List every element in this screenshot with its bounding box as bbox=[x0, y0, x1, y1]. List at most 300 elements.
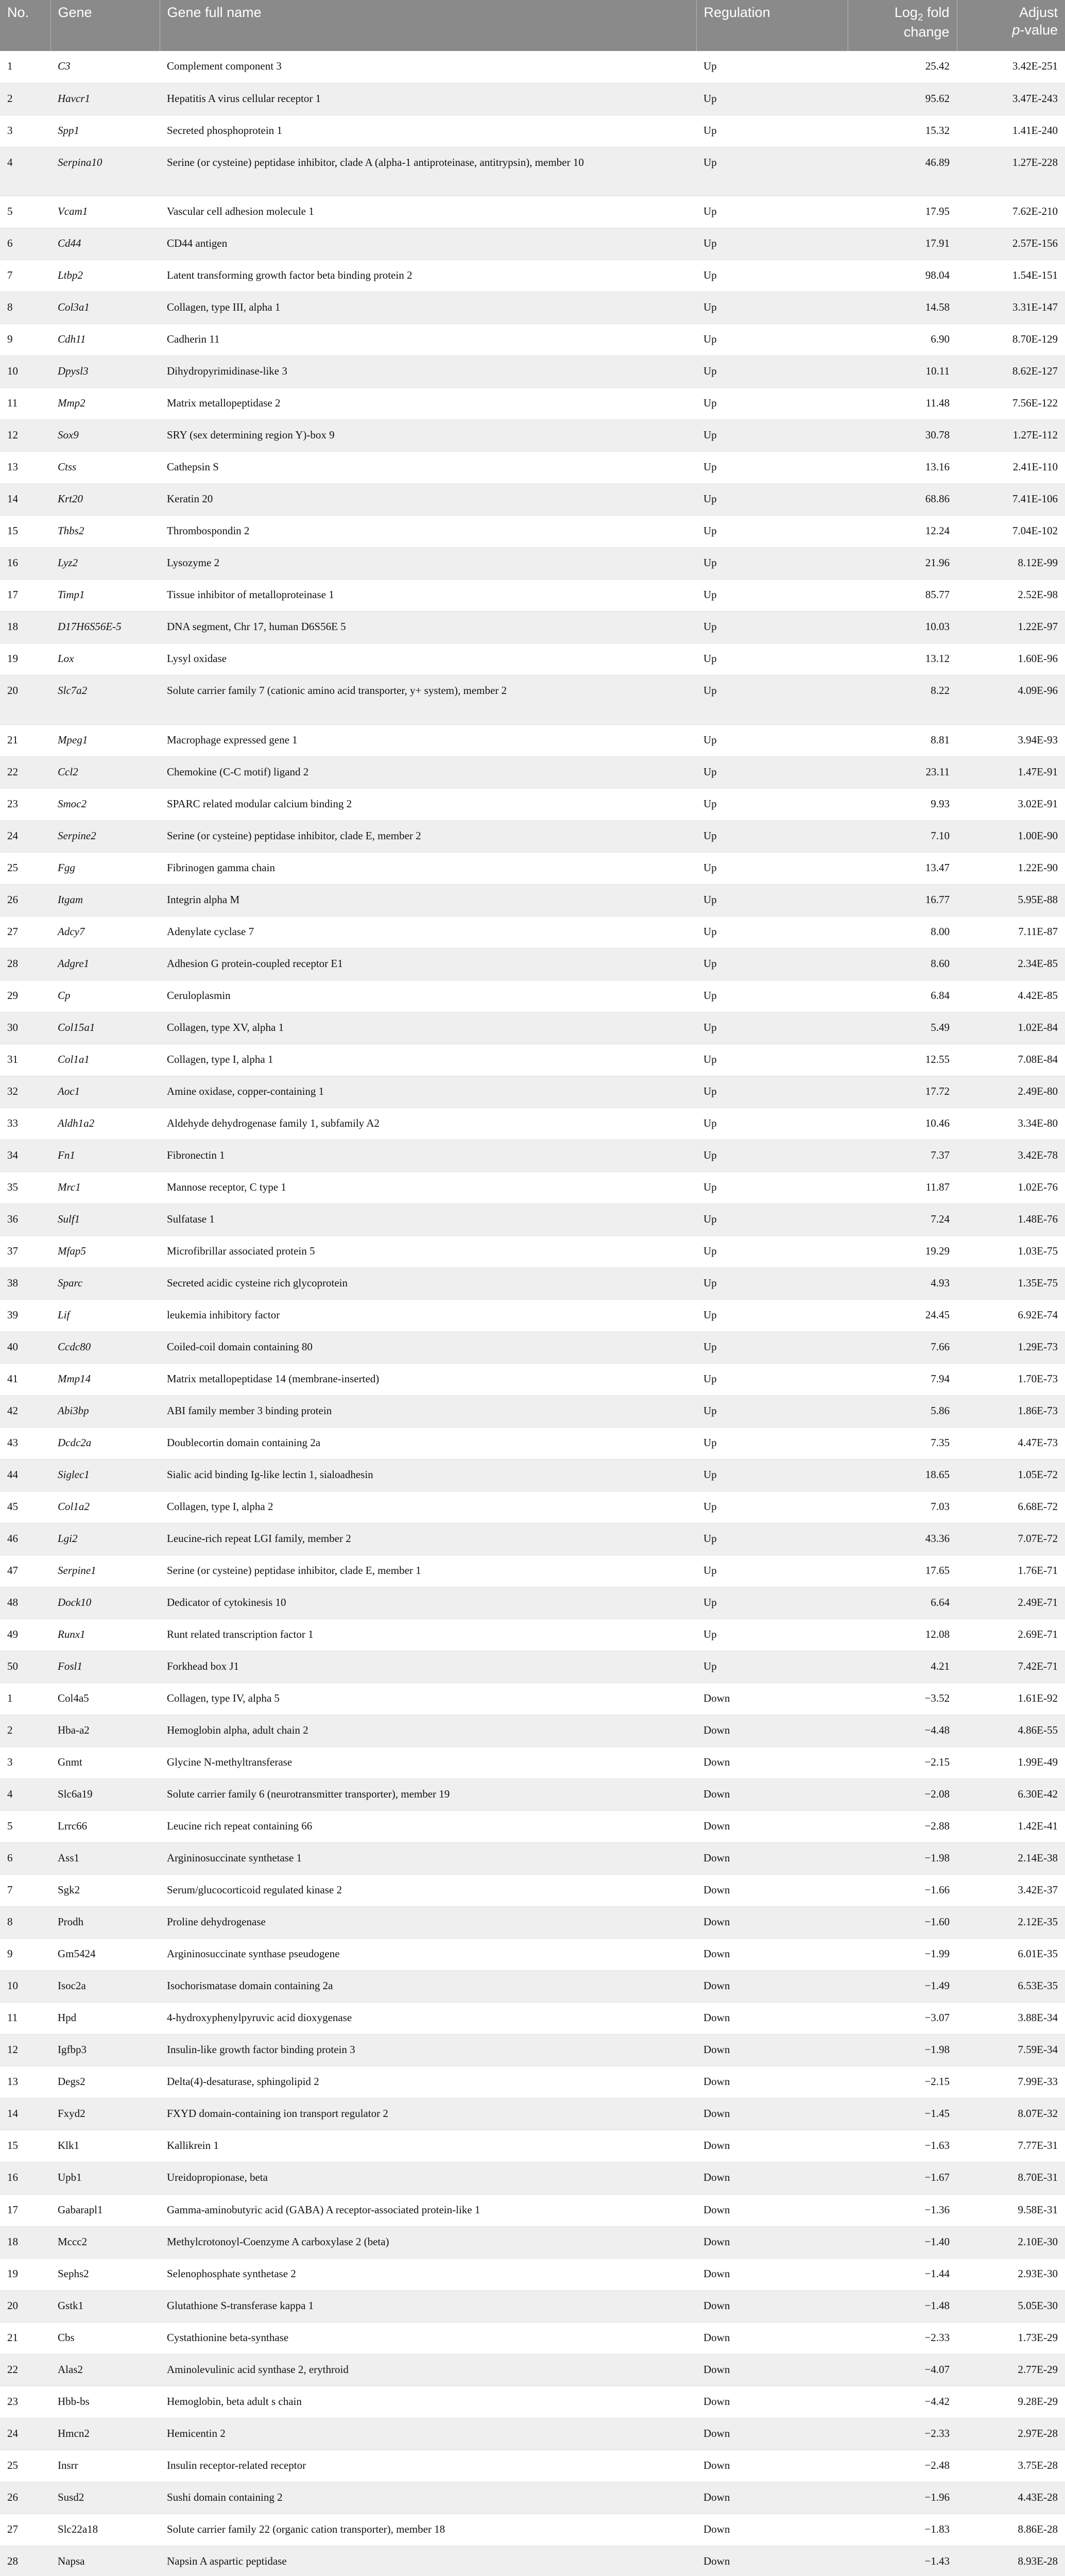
cell-log-fold-change: 95.62 bbox=[848, 83, 957, 115]
cell-gene: Hbb-bs bbox=[50, 2386, 160, 2418]
cell-regulation: Up bbox=[696, 516, 848, 548]
table-row bbox=[0, 2450, 1065, 2482]
cell-full-name: Kallikrein 1 bbox=[160, 2130, 696, 2162]
cell-full-name: Complement component 3 bbox=[160, 51, 696, 83]
cell-log-fold-change: −1.98 bbox=[848, 2035, 957, 2066]
cell-adjust-p-value: 8.70E-31 bbox=[957, 2162, 1065, 2194]
table-row bbox=[0, 1843, 1065, 1875]
cell-log-fold-change: 23.11 bbox=[848, 756, 957, 788]
cell-no: 11 bbox=[0, 388, 50, 420]
cell-full-name: Doublecortin domain containing 2a bbox=[160, 1428, 696, 1460]
cell-full-name: Hepatitis A virus cellular receptor 1 bbox=[160, 83, 696, 115]
table-row bbox=[0, 1939, 1065, 1971]
cell-gene: D17H6S56E-5 bbox=[50, 612, 160, 643]
cell-full-name: Lysozyme 2 bbox=[160, 548, 696, 580]
cell-adjust-p-value: 1.05E-72 bbox=[957, 1460, 1065, 1492]
cell-full-name: Macrophage expressed gene 1 bbox=[160, 724, 696, 756]
cell-gene: Ccl2 bbox=[50, 756, 160, 788]
cell-full-name: Leucine rich repeat containing 66 bbox=[160, 1811, 696, 1843]
cell-adjust-p-value: 1.03E-75 bbox=[957, 1236, 1065, 1268]
cell-log-fold-change: 17.65 bbox=[848, 1555, 957, 1587]
cell-log-fold-change: −4.48 bbox=[848, 1715, 957, 1747]
table-row bbox=[0, 2290, 1065, 2322]
header-log-fc-pre: Log bbox=[894, 5, 918, 20]
cell-gene: Lrrc66 bbox=[50, 1811, 160, 1843]
cell-adjust-p-value: 6.53E-35 bbox=[957, 1971, 1065, 2003]
cell-gene: Adgre1 bbox=[50, 948, 160, 980]
table-row bbox=[0, 2003, 1065, 2035]
cell-gene: Mmp14 bbox=[50, 1364, 160, 1396]
cell-full-name: Sushi domain containing 2 bbox=[160, 2482, 696, 2514]
cell-log-fold-change: −1.99 bbox=[848, 1939, 957, 1971]
header-adj-p-italic: p bbox=[1012, 22, 1020, 38]
cell-log-fold-change: 17.72 bbox=[848, 1076, 957, 1108]
cell-adjust-p-value: 2.49E-80 bbox=[957, 1076, 1065, 1108]
header-no: No. bbox=[0, 0, 50, 51]
cell-gene: Slc6a19 bbox=[50, 1779, 160, 1811]
table-row bbox=[0, 548, 1065, 580]
cell-log-fold-change: −2.33 bbox=[848, 2418, 957, 2450]
table-row bbox=[0, 2482, 1065, 2514]
cell-log-fold-change: 7.37 bbox=[848, 1140, 957, 1172]
cell-regulation: Up bbox=[696, 948, 848, 980]
cell-adjust-p-value: 1.47E-91 bbox=[957, 756, 1065, 788]
cell-gene: Col3a1 bbox=[50, 292, 160, 324]
cell-gene: Siglec1 bbox=[50, 1460, 160, 1492]
cell-no: 13 bbox=[0, 452, 50, 484]
cell-gene: Sparc bbox=[50, 1268, 160, 1300]
cell-full-name: Sulfatase 1 bbox=[160, 1204, 696, 1236]
cell-adjust-p-value: 7.59E-34 bbox=[957, 2035, 1065, 2066]
cell-adjust-p-value: 5.95E-88 bbox=[957, 884, 1065, 916]
cell-no: 26 bbox=[0, 2482, 50, 2514]
cell-regulation: Down bbox=[696, 1683, 848, 1715]
cell-gene: Cbs bbox=[50, 2322, 160, 2354]
cell-log-fold-change: 8.22 bbox=[848, 675, 957, 725]
cell-adjust-p-value: 3.47E-243 bbox=[957, 83, 1065, 115]
cell-gene: Fgg bbox=[50, 852, 160, 884]
table-row bbox=[0, 260, 1065, 292]
cell-full-name: Keratin 20 bbox=[160, 484, 696, 516]
table-row bbox=[0, 1428, 1065, 1460]
table-row bbox=[0, 1907, 1065, 1939]
cell-regulation: Down bbox=[696, 2482, 848, 2514]
table-row bbox=[0, 2514, 1065, 2546]
cell-full-name: CD44 antigen bbox=[160, 228, 696, 260]
cell-regulation: Down bbox=[696, 2514, 848, 2546]
cell-gene: Dcdc2a bbox=[50, 1428, 160, 1460]
cell-regulation: Up bbox=[696, 1523, 848, 1555]
cell-log-fold-change: 4.93 bbox=[848, 1268, 957, 1300]
cell-log-fold-change: 13.47 bbox=[848, 852, 957, 884]
cell-regulation: Up bbox=[696, 1428, 848, 1460]
cell-adjust-p-value: 1.22E-97 bbox=[957, 612, 1065, 643]
cell-regulation: Up bbox=[696, 820, 848, 852]
cell-gene: Col1a1 bbox=[50, 1044, 160, 1076]
cell-regulation: Up bbox=[696, 1619, 848, 1651]
cell-no: 19 bbox=[0, 643, 50, 675]
table-row bbox=[0, 1172, 1065, 1204]
cell-no: 4 bbox=[0, 1779, 50, 1811]
table-row bbox=[0, 980, 1065, 1012]
cell-gene: Aldh1a2 bbox=[50, 1108, 160, 1140]
cell-regulation: Up bbox=[696, 228, 848, 260]
cell-log-fold-change: 7.66 bbox=[848, 1332, 957, 1364]
cell-log-fold-change: −1.40 bbox=[848, 2226, 957, 2258]
cell-adjust-p-value: 2.52E-98 bbox=[957, 580, 1065, 612]
cell-regulation: Up bbox=[696, 884, 848, 916]
header-adjust-p-value bbox=[957, 0, 1065, 51]
cell-adjust-p-value: 8.86E-28 bbox=[957, 2514, 1065, 2546]
cell-adjust-p-value: 4.86E-55 bbox=[957, 1715, 1065, 1747]
cell-no: 39 bbox=[0, 1300, 50, 1332]
cell-adjust-p-value: 8.12E-99 bbox=[957, 548, 1065, 580]
cell-full-name: Collagen, type I, alpha 1 bbox=[160, 1044, 696, 1076]
cell-log-fold-change: −2.48 bbox=[848, 2450, 957, 2482]
cell-log-fold-change: −1.36 bbox=[848, 2194, 957, 2226]
cell-adjust-p-value: 3.88E-34 bbox=[957, 2003, 1065, 2035]
table-row bbox=[0, 147, 1065, 196]
cell-full-name: Solute carrier family 22 (organic cation transporter), member 18 bbox=[160, 2514, 696, 2546]
cell-gene: Lox bbox=[50, 643, 160, 675]
cell-log-fold-change: 21.96 bbox=[848, 548, 957, 580]
cell-no: 15 bbox=[0, 2130, 50, 2162]
cell-no: 50 bbox=[0, 1651, 50, 1683]
table-row bbox=[0, 1715, 1065, 1747]
cell-adjust-p-value: 4.42E-85 bbox=[957, 980, 1065, 1012]
cell-no: 38 bbox=[0, 1268, 50, 1300]
cell-regulation: Down bbox=[696, 2162, 848, 2194]
cell-adjust-p-value: 3.75E-28 bbox=[957, 2450, 1065, 2482]
cell-log-fold-change: −1.44 bbox=[848, 2258, 957, 2290]
cell-gene: Serpina10 bbox=[50, 147, 160, 196]
cell-regulation: Up bbox=[696, 1332, 848, 1364]
cell-log-fold-change: −1.45 bbox=[848, 2098, 957, 2130]
cell-log-fold-change: 6.84 bbox=[848, 980, 957, 1012]
cell-adjust-p-value: 1.73E-29 bbox=[957, 2322, 1065, 2354]
cell-adjust-p-value: 3.34E-80 bbox=[957, 1108, 1065, 1140]
cell-full-name: Collagen, type IV, alpha 5 bbox=[160, 1683, 696, 1715]
table-row bbox=[0, 675, 1065, 725]
cell-full-name: Ceruloplasmin bbox=[160, 980, 696, 1012]
cell-log-fold-change: 18.65 bbox=[848, 1460, 957, 1492]
table-row bbox=[0, 196, 1065, 228]
table-header bbox=[0, 0, 1065, 51]
cell-adjust-p-value: 1.60E-96 bbox=[957, 643, 1065, 675]
table-row bbox=[0, 420, 1065, 452]
cell-gene: Gabarapl1 bbox=[50, 2194, 160, 2226]
table-row bbox=[0, 356, 1065, 388]
cell-gene: Insrr bbox=[50, 2450, 160, 2482]
cell-no: 28 bbox=[0, 2546, 50, 2576]
cell-regulation: Up bbox=[696, 756, 848, 788]
cell-full-name: Glutathione S-transferase kappa 1 bbox=[160, 2290, 696, 2322]
cell-gene: Ctss bbox=[50, 452, 160, 484]
cell-adjust-p-value: 2.97E-28 bbox=[957, 2418, 1065, 2450]
cell-regulation: Down bbox=[696, 2354, 848, 2386]
cell-gene: Col15a1 bbox=[50, 1012, 160, 1044]
table-row bbox=[0, 2546, 1065, 2576]
table-row bbox=[0, 1140, 1065, 1172]
cell-log-fold-change: −2.08 bbox=[848, 1779, 957, 1811]
cell-regulation: Up bbox=[696, 1492, 848, 1523]
cell-gene: Hmcn2 bbox=[50, 2418, 160, 2450]
cell-adjust-p-value: 3.42E-251 bbox=[957, 51, 1065, 83]
cell-gene: Lif bbox=[50, 1300, 160, 1332]
cell-adjust-p-value: 1.70E-73 bbox=[957, 1364, 1065, 1396]
table-row bbox=[0, 324, 1065, 356]
cell-full-name: Secreted acidic cysteine rich glycoprotein bbox=[160, 1268, 696, 1300]
cell-adjust-p-value: 4.47E-73 bbox=[957, 1428, 1065, 1460]
cell-log-fold-change: 6.64 bbox=[848, 1587, 957, 1619]
table-row bbox=[0, 1651, 1065, 1683]
table-row bbox=[0, 1811, 1065, 1843]
cell-no: 31 bbox=[0, 1044, 50, 1076]
cell-no: 1 bbox=[0, 1683, 50, 1715]
cell-no: 11 bbox=[0, 2003, 50, 2035]
cell-gene: Igfbp3 bbox=[50, 2035, 160, 2066]
cell-no: 7 bbox=[0, 1875, 50, 1907]
cell-adjust-p-value: 2.69E-71 bbox=[957, 1619, 1065, 1651]
cell-full-name: Secreted phosphoprotein 1 bbox=[160, 115, 696, 147]
cell-adjust-p-value: 2.41E-110 bbox=[957, 452, 1065, 484]
cell-no: 8 bbox=[0, 1907, 50, 1939]
cell-gene: Sgk2 bbox=[50, 1875, 160, 1907]
table-row bbox=[0, 643, 1065, 675]
cell-adjust-p-value: 8.07E-32 bbox=[957, 2098, 1065, 2130]
cell-log-fold-change: −1.49 bbox=[848, 1971, 957, 2003]
header-adj-p-post: -value bbox=[1020, 22, 1058, 38]
table-row bbox=[0, 884, 1065, 916]
table-row bbox=[0, 484, 1065, 516]
cell-full-name: Argininosuccinate synthase pseudogene bbox=[160, 1939, 696, 1971]
cell-regulation: Up bbox=[696, 115, 848, 147]
table-row bbox=[0, 1044, 1065, 1076]
table-row bbox=[0, 1747, 1065, 1779]
cell-no: 49 bbox=[0, 1619, 50, 1651]
cell-gene: C3 bbox=[50, 51, 160, 83]
cell-gene: Isoc2a bbox=[50, 1971, 160, 2003]
cell-no: 3 bbox=[0, 115, 50, 147]
cell-log-fold-change: 6.90 bbox=[848, 324, 957, 356]
cell-regulation: Up bbox=[696, 388, 848, 420]
cell-gene: Vcam1 bbox=[50, 196, 160, 228]
cell-adjust-p-value: 8.62E-127 bbox=[957, 356, 1065, 388]
cell-full-name: Hemicentin 2 bbox=[160, 2418, 696, 2450]
table-row bbox=[0, 2258, 1065, 2290]
cell-regulation: Up bbox=[696, 1364, 848, 1396]
cell-full-name: Argininosuccinate synthetase 1 bbox=[160, 1843, 696, 1875]
header-gene: Gene bbox=[50, 0, 160, 51]
cell-log-fold-change: −1.66 bbox=[848, 1875, 957, 1907]
cell-regulation: Up bbox=[696, 852, 848, 884]
cell-log-fold-change: −2.88 bbox=[848, 1811, 957, 1843]
cell-adjust-p-value: 3.42E-37 bbox=[957, 1875, 1065, 1907]
cell-regulation: Up bbox=[696, 1012, 848, 1044]
cell-gene: Dock10 bbox=[50, 1587, 160, 1619]
cell-regulation: Up bbox=[696, 260, 848, 292]
cell-full-name: Serine (or cysteine) peptidase inhibitor, clade A (alpha-1 antiproteinase, antitrypsin), member 10 bbox=[160, 147, 696, 196]
cell-no: 45 bbox=[0, 1492, 50, 1523]
cell-no: 21 bbox=[0, 2322, 50, 2354]
table-row bbox=[0, 2162, 1065, 2194]
table-row bbox=[0, 83, 1065, 115]
cell-gene: Col4a5 bbox=[50, 1683, 160, 1715]
cell-gene: Gnmt bbox=[50, 1747, 160, 1779]
cell-no: 12 bbox=[0, 2035, 50, 2066]
cell-log-fold-change: 15.32 bbox=[848, 115, 957, 147]
cell-log-fold-change: −1.43 bbox=[848, 2546, 957, 2576]
cell-no: 6 bbox=[0, 228, 50, 260]
table-row bbox=[0, 1108, 1065, 1140]
header-log-fc-post: fold change bbox=[903, 5, 950, 40]
cell-gene: Dpysl3 bbox=[50, 356, 160, 388]
cell-gene: Fn1 bbox=[50, 1140, 160, 1172]
cell-no: 30 bbox=[0, 1012, 50, 1044]
cell-adjust-p-value: 6.01E-35 bbox=[957, 1939, 1065, 1971]
cell-adjust-p-value: 2.14E-38 bbox=[957, 1843, 1065, 1875]
cell-full-name: Hemoglobin alpha, adult chain 2 bbox=[160, 1715, 696, 1747]
cell-full-name: Serine (or cysteine) peptidase inhibitor, clade E, member 1 bbox=[160, 1555, 696, 1587]
cell-no: 13 bbox=[0, 2066, 50, 2098]
cell-no: 21 bbox=[0, 724, 50, 756]
cell-regulation: Up bbox=[696, 196, 848, 228]
cell-full-name: Tissue inhibitor of metalloproteinase 1 bbox=[160, 580, 696, 612]
cell-gene: Col1a2 bbox=[50, 1492, 160, 1523]
cell-gene: Gm5424 bbox=[50, 1939, 160, 1971]
cell-log-fold-change: 12.24 bbox=[848, 516, 957, 548]
cell-full-name: Runt related transcription factor 1 bbox=[160, 1619, 696, 1651]
cell-regulation: Up bbox=[696, 1044, 848, 1076]
cell-adjust-p-value: 9.28E-29 bbox=[957, 2386, 1065, 2418]
cell-gene: Sulf1 bbox=[50, 1204, 160, 1236]
cell-adjust-p-value: 2.77E-29 bbox=[957, 2354, 1065, 2386]
cell-adjust-p-value: 6.92E-74 bbox=[957, 1300, 1065, 1332]
table-row bbox=[0, 1364, 1065, 1396]
cell-regulation: Up bbox=[696, 1555, 848, 1587]
cell-adjust-p-value: 7.11E-87 bbox=[957, 916, 1065, 948]
cell-full-name: Aldehyde dehydrogenase family 1, subfamily A2 bbox=[160, 1108, 696, 1140]
cell-no: 36 bbox=[0, 1204, 50, 1236]
cell-gene: Sephs2 bbox=[50, 2258, 160, 2290]
cell-gene: Spp1 bbox=[50, 115, 160, 147]
cell-no: 2 bbox=[0, 83, 50, 115]
cell-regulation: Down bbox=[696, 2130, 848, 2162]
table-row bbox=[0, 1492, 1065, 1523]
cell-regulation: Down bbox=[696, 2035, 848, 2066]
cell-full-name: Fibronectin 1 bbox=[160, 1140, 696, 1172]
cell-gene: Upb1 bbox=[50, 2162, 160, 2194]
cell-log-fold-change: 68.86 bbox=[848, 484, 957, 516]
cell-regulation: Down bbox=[696, 1875, 848, 1907]
cell-full-name: Vascular cell adhesion molecule 1 bbox=[160, 196, 696, 228]
cell-gene: Ltbp2 bbox=[50, 260, 160, 292]
cell-full-name: Glycine N-methyltransferase bbox=[160, 1747, 696, 1779]
cell-log-fold-change: 8.81 bbox=[848, 724, 957, 756]
cell-regulation: Up bbox=[696, 1172, 848, 1204]
cell-adjust-p-value: 1.22E-90 bbox=[957, 852, 1065, 884]
header-adj-p-pre: Adjust bbox=[1019, 5, 1058, 20]
cell-adjust-p-value: 8.70E-129 bbox=[957, 324, 1065, 356]
cell-log-fold-change: −3.52 bbox=[848, 1683, 957, 1715]
cell-gene: Cd44 bbox=[50, 228, 160, 260]
cell-full-name: Serum/glucocorticoid regulated kinase 2 bbox=[160, 1875, 696, 1907]
cell-no: 3 bbox=[0, 1747, 50, 1779]
table-row bbox=[0, 1523, 1065, 1555]
cell-adjust-p-value: 2.49E-71 bbox=[957, 1587, 1065, 1619]
cell-no: 16 bbox=[0, 2162, 50, 2194]
cell-log-fold-change: −1.63 bbox=[848, 2130, 957, 2162]
cell-full-name: Mannose receptor, C type 1 bbox=[160, 1172, 696, 1204]
table-row bbox=[0, 852, 1065, 884]
cell-regulation: Up bbox=[696, 1076, 848, 1108]
table-row bbox=[0, 2130, 1065, 2162]
cell-adjust-p-value: 7.99E-33 bbox=[957, 2066, 1065, 2098]
cell-regulation: Down bbox=[696, 1747, 848, 1779]
table-row bbox=[0, 724, 1065, 756]
cell-no: 4 bbox=[0, 147, 50, 196]
table-row bbox=[0, 1396, 1065, 1428]
cell-no: 27 bbox=[0, 916, 50, 948]
cell-adjust-p-value: 7.04E-102 bbox=[957, 516, 1065, 548]
cell-gene: Serpine1 bbox=[50, 1555, 160, 1587]
cell-gene: Alas2 bbox=[50, 2354, 160, 2386]
cell-no: 22 bbox=[0, 756, 50, 788]
cell-no: 9 bbox=[0, 324, 50, 356]
cell-gene: Cdh11 bbox=[50, 324, 160, 356]
table-row bbox=[0, 948, 1065, 980]
cell-regulation: Down bbox=[696, 1843, 848, 1875]
cell-regulation: Down bbox=[696, 2546, 848, 2576]
table-row bbox=[0, 2226, 1065, 2258]
cell-adjust-p-value: 6.68E-72 bbox=[957, 1492, 1065, 1523]
cell-gene: Fosl1 bbox=[50, 1651, 160, 1683]
cell-no: 23 bbox=[0, 788, 50, 820]
cell-regulation: Up bbox=[696, 788, 848, 820]
cell-adjust-p-value: 1.02E-76 bbox=[957, 1172, 1065, 1204]
cell-log-fold-change: 19.29 bbox=[848, 1236, 957, 1268]
cell-gene: Lgi2 bbox=[50, 1523, 160, 1555]
cell-adjust-p-value: 1.54E-151 bbox=[957, 260, 1065, 292]
cell-log-fold-change: −1.96 bbox=[848, 2482, 957, 2514]
cell-regulation: Down bbox=[696, 2194, 848, 2226]
cell-regulation: Up bbox=[696, 420, 848, 452]
cell-log-fold-change: 25.42 bbox=[848, 51, 957, 83]
cell-full-name: Napsin A aspartic peptidase bbox=[160, 2546, 696, 2576]
cell-gene: Lyz2 bbox=[50, 548, 160, 580]
header-regulation: Regulation bbox=[696, 0, 848, 51]
cell-gene: Mmp2 bbox=[50, 388, 160, 420]
table-row bbox=[0, 1012, 1065, 1044]
cell-regulation: Down bbox=[696, 2066, 848, 2098]
cell-log-fold-change: −2.15 bbox=[848, 2066, 957, 2098]
cell-full-name: Chemokine (C-C motif) ligand 2 bbox=[160, 756, 696, 788]
cell-log-fold-change: −1.48 bbox=[848, 2290, 957, 2322]
cell-gene: Prodh bbox=[50, 1907, 160, 1939]
cell-no: 25 bbox=[0, 2450, 50, 2482]
table-row bbox=[0, 788, 1065, 820]
cell-log-fold-change: 11.48 bbox=[848, 388, 957, 420]
cell-full-name: Insulin receptor-related receptor bbox=[160, 2450, 696, 2482]
table-row bbox=[0, 2035, 1065, 2066]
cell-no: 35 bbox=[0, 1172, 50, 1204]
cell-no: 12 bbox=[0, 420, 50, 452]
cell-adjust-p-value: 9.58E-31 bbox=[957, 2194, 1065, 2226]
cell-no: 28 bbox=[0, 948, 50, 980]
cell-regulation: Up bbox=[696, 1396, 848, 1428]
cell-full-name: Leucine-rich repeat LGI family, member 2 bbox=[160, 1523, 696, 1555]
cell-adjust-p-value: 4.43E-28 bbox=[957, 2482, 1065, 2514]
